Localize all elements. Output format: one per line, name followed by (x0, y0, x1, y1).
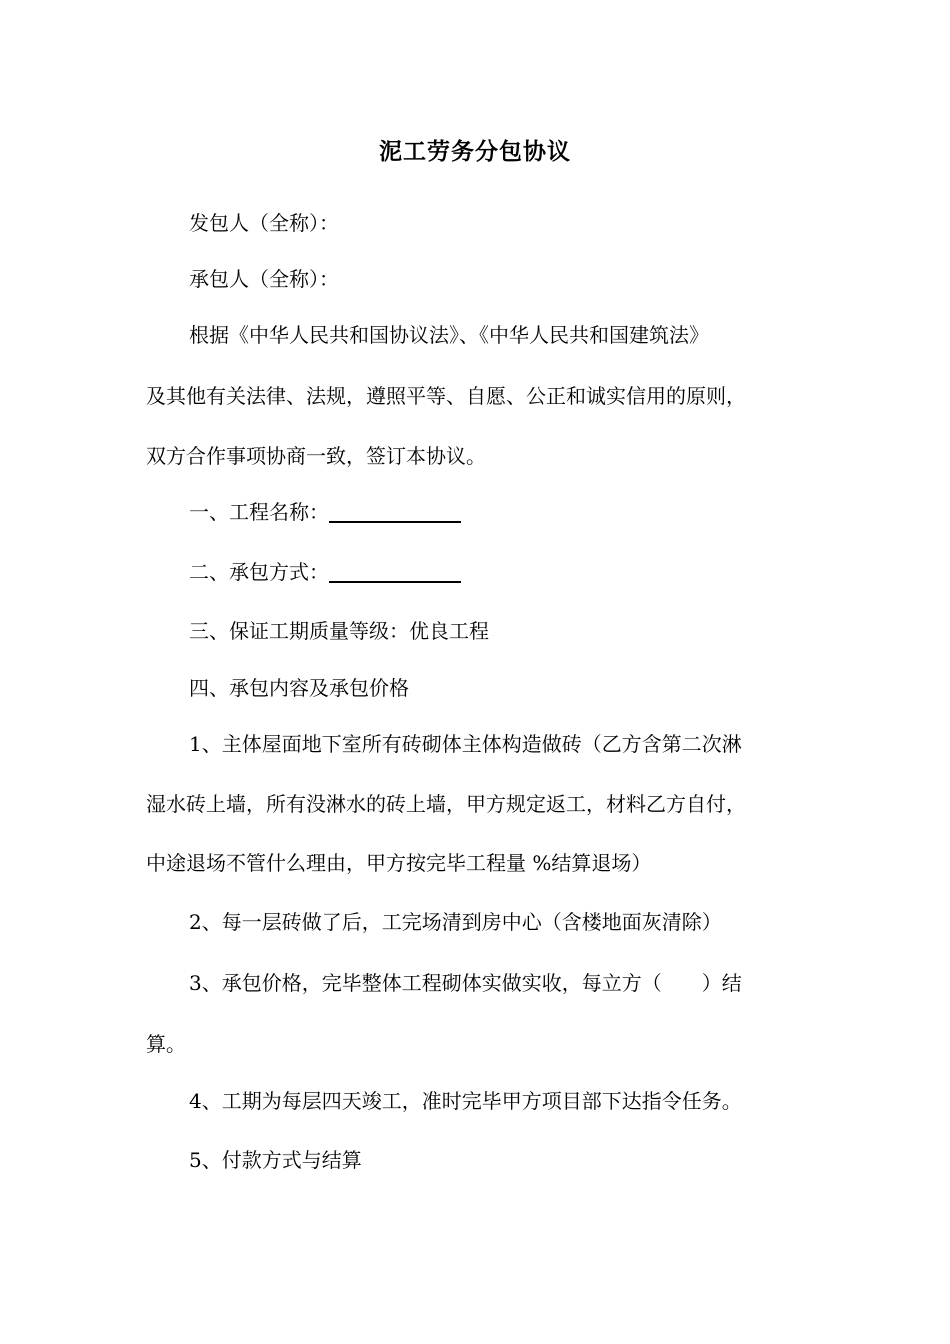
document-title: 泥工劳务分包协议 (379, 138, 571, 165)
contract-mode-line (189, 557, 879, 587)
preamble-line-3: 双方合作事项协商一致，签订本协议。 (146, 444, 486, 468)
section-four-heading: 四、承包内容及承包价格 (189, 676, 409, 700)
item-3-line-1: 3、承包价格，完毕整体工程砌体实做实收，每立方（ ）结 (189, 971, 742, 995)
item-1-line-3: 中途退场不管什么理由，甲方按完毕工程量 %结算退场） (146, 851, 652, 875)
item-1-line-1: 1、主体屋面地下室所有砖砌体主体构造做砖（乙方含第二次淋 (189, 732, 742, 756)
preamble-line-2: 及其他有关法律、法规，遵照平等、自愿、公正和诚实信用的原则， (146, 384, 746, 408)
project-name-blank (329, 499, 461, 523)
contract-mode-blank (329, 559, 461, 583)
item-1-line-2: 湿水砖上墙，所有没淋水的砖上墙，甲方规定返工，材料乙方自付， (146, 792, 746, 816)
item-2-line: 2、每一层砖做了后，工完场清到房中心（含楼地面灰清除） (189, 910, 722, 934)
quality-grade-line: 三、保证工期质量等级：优良工程 (189, 619, 489, 643)
preamble-line-1: 根据《中华人民共和国协议法》、《中华人民共和国建筑法》 (189, 323, 709, 347)
project-name-line (189, 497, 879, 527)
item-4-line: 4、工期为每层四天竣工，准时完毕甲方项目部下达指令任务。 (189, 1089, 742, 1113)
project-name-label: 一、工程名称： (189, 500, 329, 524)
contract-mode-label: 二、承包方式： (189, 560, 329, 584)
item-3-line-2: 算。 (146, 1032, 186, 1056)
item-5-line: 5、付款方式与结算 (189, 1148, 362, 1172)
party-b-line: 承包人（全称）： (189, 267, 339, 291)
party-a-line: 发包人（全称）： (189, 211, 339, 235)
